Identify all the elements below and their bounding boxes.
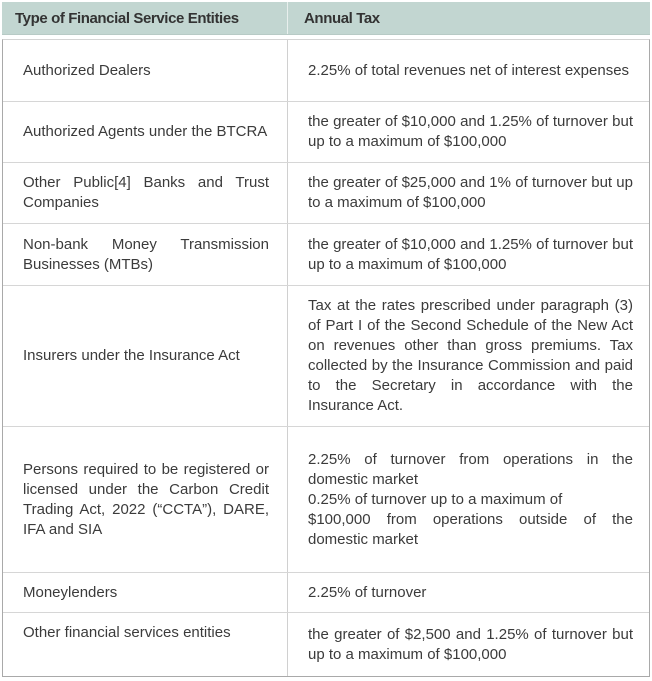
tax-cell bbox=[288, 286, 649, 426]
tax-line-foreign-part1: 0.25% of turnover up to a maximum of bbox=[308, 490, 563, 508]
tax-text: the greater of $2,500 and 1.25% of turnover but up to a maximum of $100,000 bbox=[308, 625, 633, 663]
entity-text: Non-bank Money Transmission Businesses (MTBs) bbox=[23, 235, 269, 273]
table-row bbox=[3, 613, 649, 676]
entity-text: Authorized Agents under the BTCRA bbox=[23, 123, 268, 140]
entity-text: Persons required to be registered or licensed under the Carbon Credit Trading Act, 2022 (“CCTA”), DARE, IFA and SIA bbox=[23, 460, 269, 538]
tax-text: the greater of $25,000 and 1% of turnover but up to a maximum of $100,000 bbox=[308, 174, 633, 211]
tax-text: 2.25% of total revenues net of interest expenses bbox=[308, 61, 630, 79]
tax-line-foreign-part2: $100,000 from operations outside of the domestic market bbox=[308, 510, 633, 548]
table-body bbox=[2, 39, 650, 677]
header-entity-type: Type of Financial Service Entities bbox=[2, 2, 288, 34]
annual-tax-table bbox=[2, 2, 650, 677]
entity-text: Other financial services entities bbox=[23, 624, 231, 641]
header-annual-tax: Annual Tax bbox=[304, 9, 380, 27]
entity-text: Authorized Dealers bbox=[23, 61, 151, 79]
tax-text: 2.25% of turnover bbox=[308, 583, 427, 601]
table-row bbox=[3, 573, 649, 613]
tax-cell bbox=[288, 224, 649, 285]
entity-cell bbox=[3, 163, 288, 223]
entity-text: Insurers under the Insurance Act bbox=[23, 347, 240, 364]
entity-cell bbox=[3, 427, 288, 572]
table-header bbox=[2, 2, 650, 35]
entity-cell bbox=[3, 573, 288, 612]
entity-cell bbox=[3, 613, 288, 676]
entity-cell bbox=[3, 286, 288, 426]
tax-cell bbox=[288, 427, 649, 572]
entity-cell bbox=[3, 102, 288, 162]
tax-text-block bbox=[308, 450, 633, 550]
table-row bbox=[3, 224, 649, 286]
table-row bbox=[3, 163, 649, 224]
entity-cell bbox=[3, 224, 288, 285]
tax-cell bbox=[288, 40, 649, 101]
entity-text: Moneylenders bbox=[23, 583, 118, 601]
table-row bbox=[3, 286, 649, 427]
table-row bbox=[3, 40, 649, 102]
tax-text: the greater of $10,000 and 1.25% of turnover but up to a maximum of $100,000 bbox=[308, 113, 633, 150]
entity-cell bbox=[3, 40, 288, 101]
tax-cell bbox=[288, 573, 649, 612]
table-row bbox=[3, 427, 649, 573]
table-row bbox=[3, 102, 649, 163]
tax-cell bbox=[288, 163, 649, 223]
tax-text: Tax at the rates prescribed under paragraph (3) of Part I of the Second Schedule of the New Act on revenues other than gross premiums. Tax collected by the Insurance Commission and paid to the Secretary in accordance with the Insurance Act. bbox=[308, 297, 633, 414]
tax-text: the greater of $10,000 and 1.25% of turnover but up to a maximum of $100,000 bbox=[308, 235, 633, 273]
tax-line-domestic: 2.25% of turnover from operations in the domestic market bbox=[308, 450, 633, 488]
entity-text: Other Public[4] Banks and Trust Companies bbox=[23, 174, 269, 211]
tax-cell bbox=[288, 613, 649, 676]
tax-cell bbox=[288, 102, 649, 162]
